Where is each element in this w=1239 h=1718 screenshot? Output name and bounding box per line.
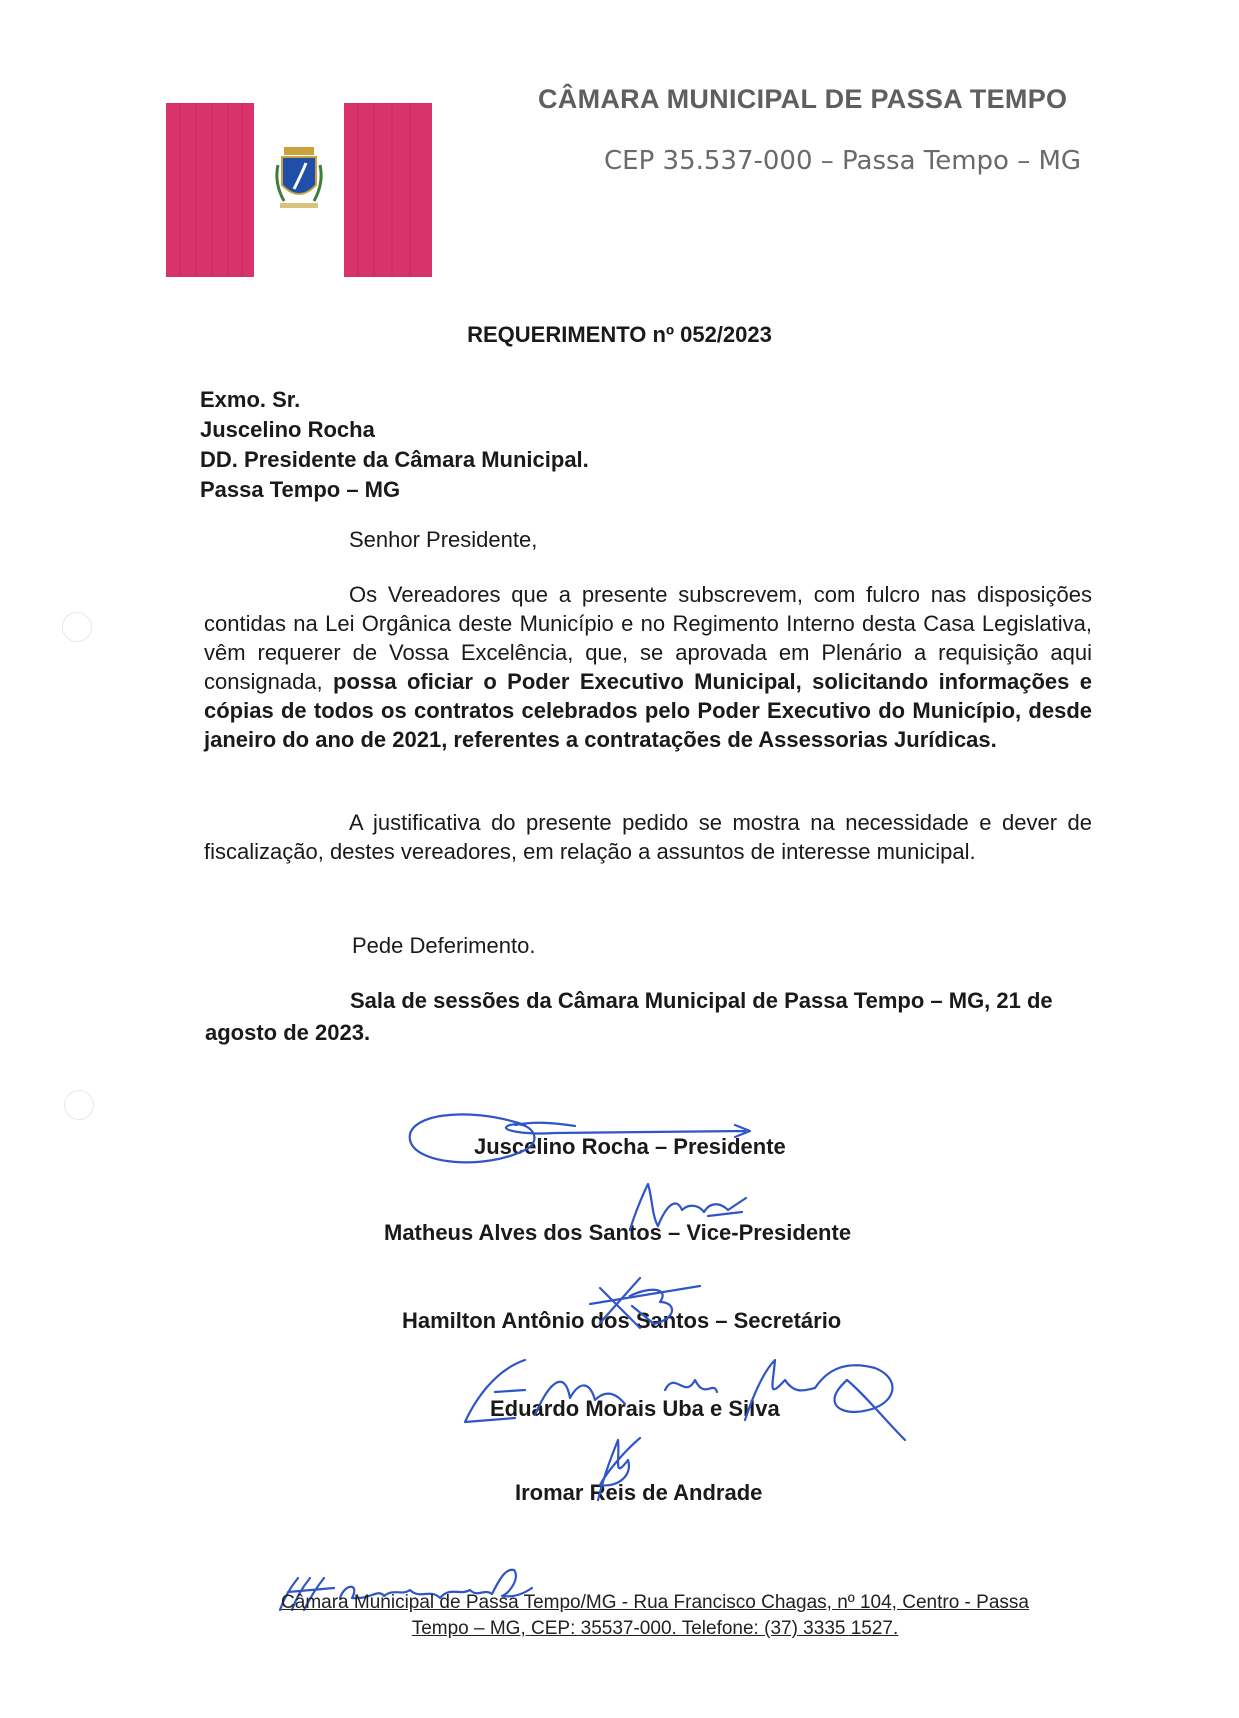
institution-name: CÂMARA MUNICIPAL DE PASSA TEMPO <box>538 84 1068 114</box>
signature-eduardo <box>455 1340 925 1450</box>
signature-iromar <box>578 1430 648 1510</box>
closing-line: Pede Deferimento. <box>352 933 536 958</box>
footer-address <box>240 1590 1070 1642</box>
signatory-secretary: Hamilton Antônio dos Santos – Secretário <box>402 1308 842 1333</box>
footer-line-1: Câmara Municipal de Passa Tempo/MG - Rua Francisco Chagas, nº 104, Centro - Passa <box>281 1592 1029 1613</box>
signature-juscelino <box>405 1095 765 1175</box>
signatory-vice-president: Matheus Alves dos Santos – Vice-Presidente <box>384 1220 852 1245</box>
place-date-text: Sala de sessões da Câmara Municipal de Passa Tempo – MG, 21 de agosto de 2023. <box>205 988 1053 1045</box>
institution-address: CEP 35.537-000 – Passa Tempo – MG <box>604 146 1082 176</box>
scan-smudge <box>64 1090 94 1120</box>
request-text-bold: possa oficiar o Poder Executivo Municipal, solicitando informações e cópias de todos os contratos celebrados pelo Poder Executivo do Município, desde janeiro do ano de 2021, referentes a contratações de Assessorias Jurídicas. <box>204 669 1092 752</box>
greeting: Senhor Presidente, <box>349 527 538 552</box>
request-text: Os Vereadores que a presente subscrevem, com fulcro nas disposições contidas na Lei Orgânica deste Município e no Regimento Interno desta Casa Legislativa, vêm requerer de Vossa Excelência, que, se aprovada em Plenário a requisição aqui consignada, <box>204 582 1092 694</box>
signatory-councilor-iromar: Iromar Reis de Andrade <box>515 1480 763 1505</box>
signature-matheus <box>618 1176 758 1240</box>
recipient-line: DD. Presidente da Câmara Municipal. <box>200 447 589 472</box>
recipient-line: Passa Tempo – MG <box>200 477 401 502</box>
signatory-councilor-eduardo: Eduardo Morais Uba e Silva <box>490 1396 780 1421</box>
footer-line-2: Tempo – MG, CEP: 35537-000. Telefone: (37) 3335 1527. <box>411 1618 899 1639</box>
signatory-president: Juscelino Rocha – Presidente <box>474 1134 786 1159</box>
request-paragraph <box>204 580 1092 754</box>
justification-paragraph <box>204 808 1092 866</box>
justification-text: A justificativa do presente pedido se mostra na necessidade e dever de fiscalização, destes vereadores, em relação a assuntos de interesse municipal. <box>204 810 1092 864</box>
municipal-flag-logo <box>166 103 432 277</box>
recipient-block <box>200 385 589 505</box>
place-and-date <box>205 985 1091 1049</box>
recipient-line: Juscelino Rocha <box>200 417 375 442</box>
recipient-line: Exmo. Sr. <box>200 387 301 412</box>
signature-hamilton <box>580 1268 710 1338</box>
scan-smudge <box>62 612 92 642</box>
document-title: REQUERIMENTO nº 052/2023 <box>467 322 772 347</box>
